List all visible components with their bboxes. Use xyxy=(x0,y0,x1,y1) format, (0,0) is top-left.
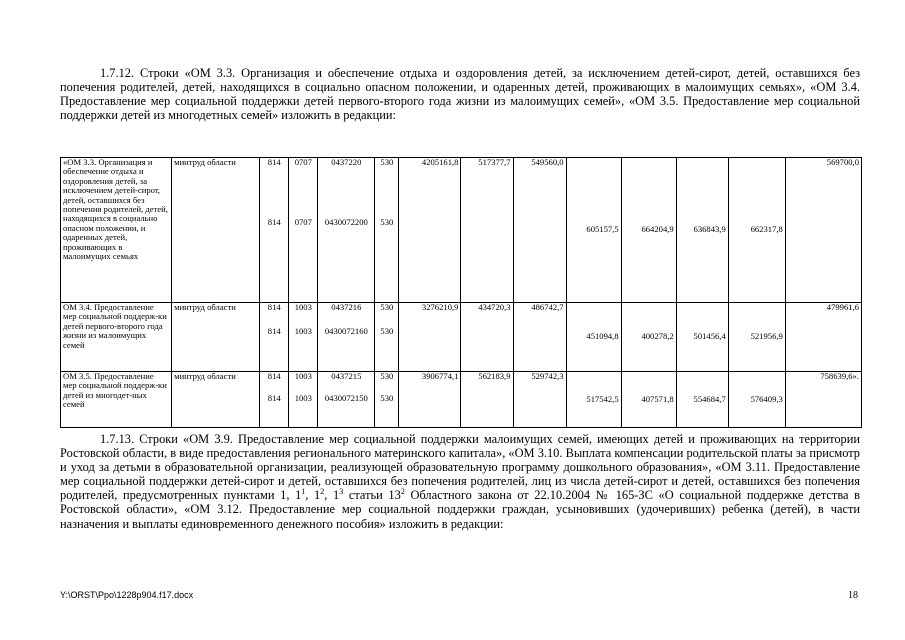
value-cell: 501456,4 xyxy=(676,303,728,372)
paragraph-text-d: статьи 13 xyxy=(343,488,401,503)
rzpr-cell: 1003 xyxy=(289,327,318,372)
grbs-cell: 814 xyxy=(260,303,289,327)
value-cell: 434720,3 xyxy=(461,303,513,372)
table-row xyxy=(61,372,862,394)
value-cell: 517377,7 xyxy=(461,158,513,303)
superscript: 3 xyxy=(339,487,344,497)
measure-name-cell: «ОМ 3.3. Организация и обеспечение отдыха и оздоровления детей, за исключением детей-сирот, детей, оставшихся без попечения родителей, детей, находящихся в социально опасном положении, и одаренных детей, проживающих в малоимущих семьях xyxy=(61,158,172,303)
paragraph-number: 1.7.12. xyxy=(100,66,135,80)
measure-name-cell: ОМ 3.4. Предоставление мер социальной поддерж-ки детей первого-второго года жизни из малоимущих семей xyxy=(61,303,172,372)
csr-cell: 0430072160 xyxy=(318,327,375,372)
value-cell: 549560,0 xyxy=(513,158,566,303)
paragraph-number: 1.7.13. xyxy=(100,432,135,446)
value-cell: 554684,7 xyxy=(676,372,728,428)
superscript: 1 xyxy=(301,487,306,497)
table-row xyxy=(61,303,862,327)
value-cell: 517542,5 xyxy=(566,372,621,428)
table-row xyxy=(61,158,862,218)
grbs-cell: 814 xyxy=(260,394,289,428)
superscript: 2 xyxy=(400,487,405,497)
vr-cell: 530 xyxy=(375,303,399,327)
superscript: 2 xyxy=(320,487,325,497)
vr-cell: 530 xyxy=(375,394,399,428)
executor-cell: минтруд области xyxy=(172,303,260,372)
grbs-cell: 814 xyxy=(260,218,289,303)
value-cell: 4205161,8 xyxy=(399,158,461,303)
csr-cell: 0430072150 xyxy=(318,394,375,428)
csr-cell: 0437216 xyxy=(318,303,375,327)
csr-cell: 0437215 xyxy=(318,372,375,394)
grbs-cell: 814 xyxy=(260,327,289,372)
value-cell: 479961,6 xyxy=(785,303,861,372)
grbs-cell: 814 xyxy=(260,158,289,218)
paragraph-text-e: Областного закона от 22.10.2004 № 165-ЗС «О социальной поддержке детства в Ростовской области», «ОМ 3.12. Предоставление мер социальной поддержки граждан, усыновивших (удочеривших) ребенка (детей), в части назначения и выплаты единовременного денежного пособия» изложить в редакции: xyxy=(60,488,861,531)
value-cell: 662317,8 xyxy=(728,158,785,303)
rzpr-cell: 1003 xyxy=(289,372,318,394)
vr-cell: 530 xyxy=(375,372,399,394)
paragraph-text-c: , 1 xyxy=(324,488,340,503)
value-cell: 407571,8 xyxy=(621,372,676,428)
value-cell: 758639,6». xyxy=(785,372,861,428)
rzpr-cell: 1003 xyxy=(289,394,318,428)
footer-file-path: Y:\ORST\Ppo\1228p904.f17.docx xyxy=(60,590,194,600)
csr-cell: 0437220 xyxy=(318,158,375,218)
value-cell: 664204,9 xyxy=(621,158,676,303)
value-cell: 3276210,9 xyxy=(399,303,461,372)
measure-name-cell: ОМ 3.5. Предоставление мер социальной поддерж-ки детей из многодет-ных семей xyxy=(61,372,172,428)
value-cell: 529742,3 xyxy=(513,372,566,428)
csr-cell: 0430072200 xyxy=(318,218,375,303)
paragraph-text-a: Строки «ОМ 3.9. Предоставление мер социальной поддержки малоимущих семей, имеющих детей и проживающих на территории Ростовской области, в виде предоставления регионального материнского капитала», «ОМ 3.10. Выплата компенсации родительской платы за присмотр и уход за детьми в образовательной организации, реализующей образовательную программу дошкольного образования», «ОМ 3.11. Предоставление мер социальной поддержки детей-сирот и детей, оставшихся без попечения родителей, лиц из числа детей-сирот и детей, оставшихся без попечения родителей, предусмотренных пунктами 1, 1 xyxy=(60,432,860,503)
amendment-table xyxy=(60,157,862,428)
executor-cell: минтруд области xyxy=(172,158,260,303)
grbs-cell: 814 xyxy=(260,372,289,394)
vr-cell: 530 xyxy=(375,158,399,218)
paragraph-text-b: , 1 xyxy=(305,488,321,503)
executor-cell: минтруд области xyxy=(172,372,260,428)
rzpr-cell: 0707 xyxy=(289,158,318,218)
rzpr-cell: 0707 xyxy=(289,218,318,303)
value-cell: 562183,9 xyxy=(461,372,513,428)
value-cell: 400278,2 xyxy=(621,303,676,372)
value-cell: 451094,8 xyxy=(566,303,621,372)
value-cell: 521956,9 xyxy=(728,303,785,372)
vr-cell: 530 xyxy=(375,218,399,303)
paragraph-1-7-13 xyxy=(60,432,860,531)
value-cell: 576409,3 xyxy=(728,372,785,428)
vr-cell: 530 xyxy=(375,327,399,372)
value-cell: 486742,7 xyxy=(513,303,566,372)
value-cell: 605157,5 xyxy=(566,158,621,303)
value-cell: 3906774,1 xyxy=(399,372,461,428)
value-cell: 569700,0 xyxy=(785,158,861,303)
rzpr-cell: 1003 xyxy=(289,303,318,327)
paragraph-1-7-12 xyxy=(60,66,860,122)
page-number: 18 xyxy=(848,590,858,601)
paragraph-text: Строки «ОМ 3.3. Организация и обеспечение отдыха и оздоровления детей, за исключением детей-сирот, детей, оставшихся без попечения родителей, детей, находящихся в социально опасном положении, и одаренных детей, проживающих в малоимущих семьях», «ОМ 3.4. Предоставление мер социальной поддержки детей первого-второго года жизни из малоимущих семей», «ОМ 3.5. Предоставление мер социальной поддержки детей из многодетных семей» изложить в редакции: xyxy=(60,66,860,123)
value-cell: 636843,9 xyxy=(676,158,728,303)
